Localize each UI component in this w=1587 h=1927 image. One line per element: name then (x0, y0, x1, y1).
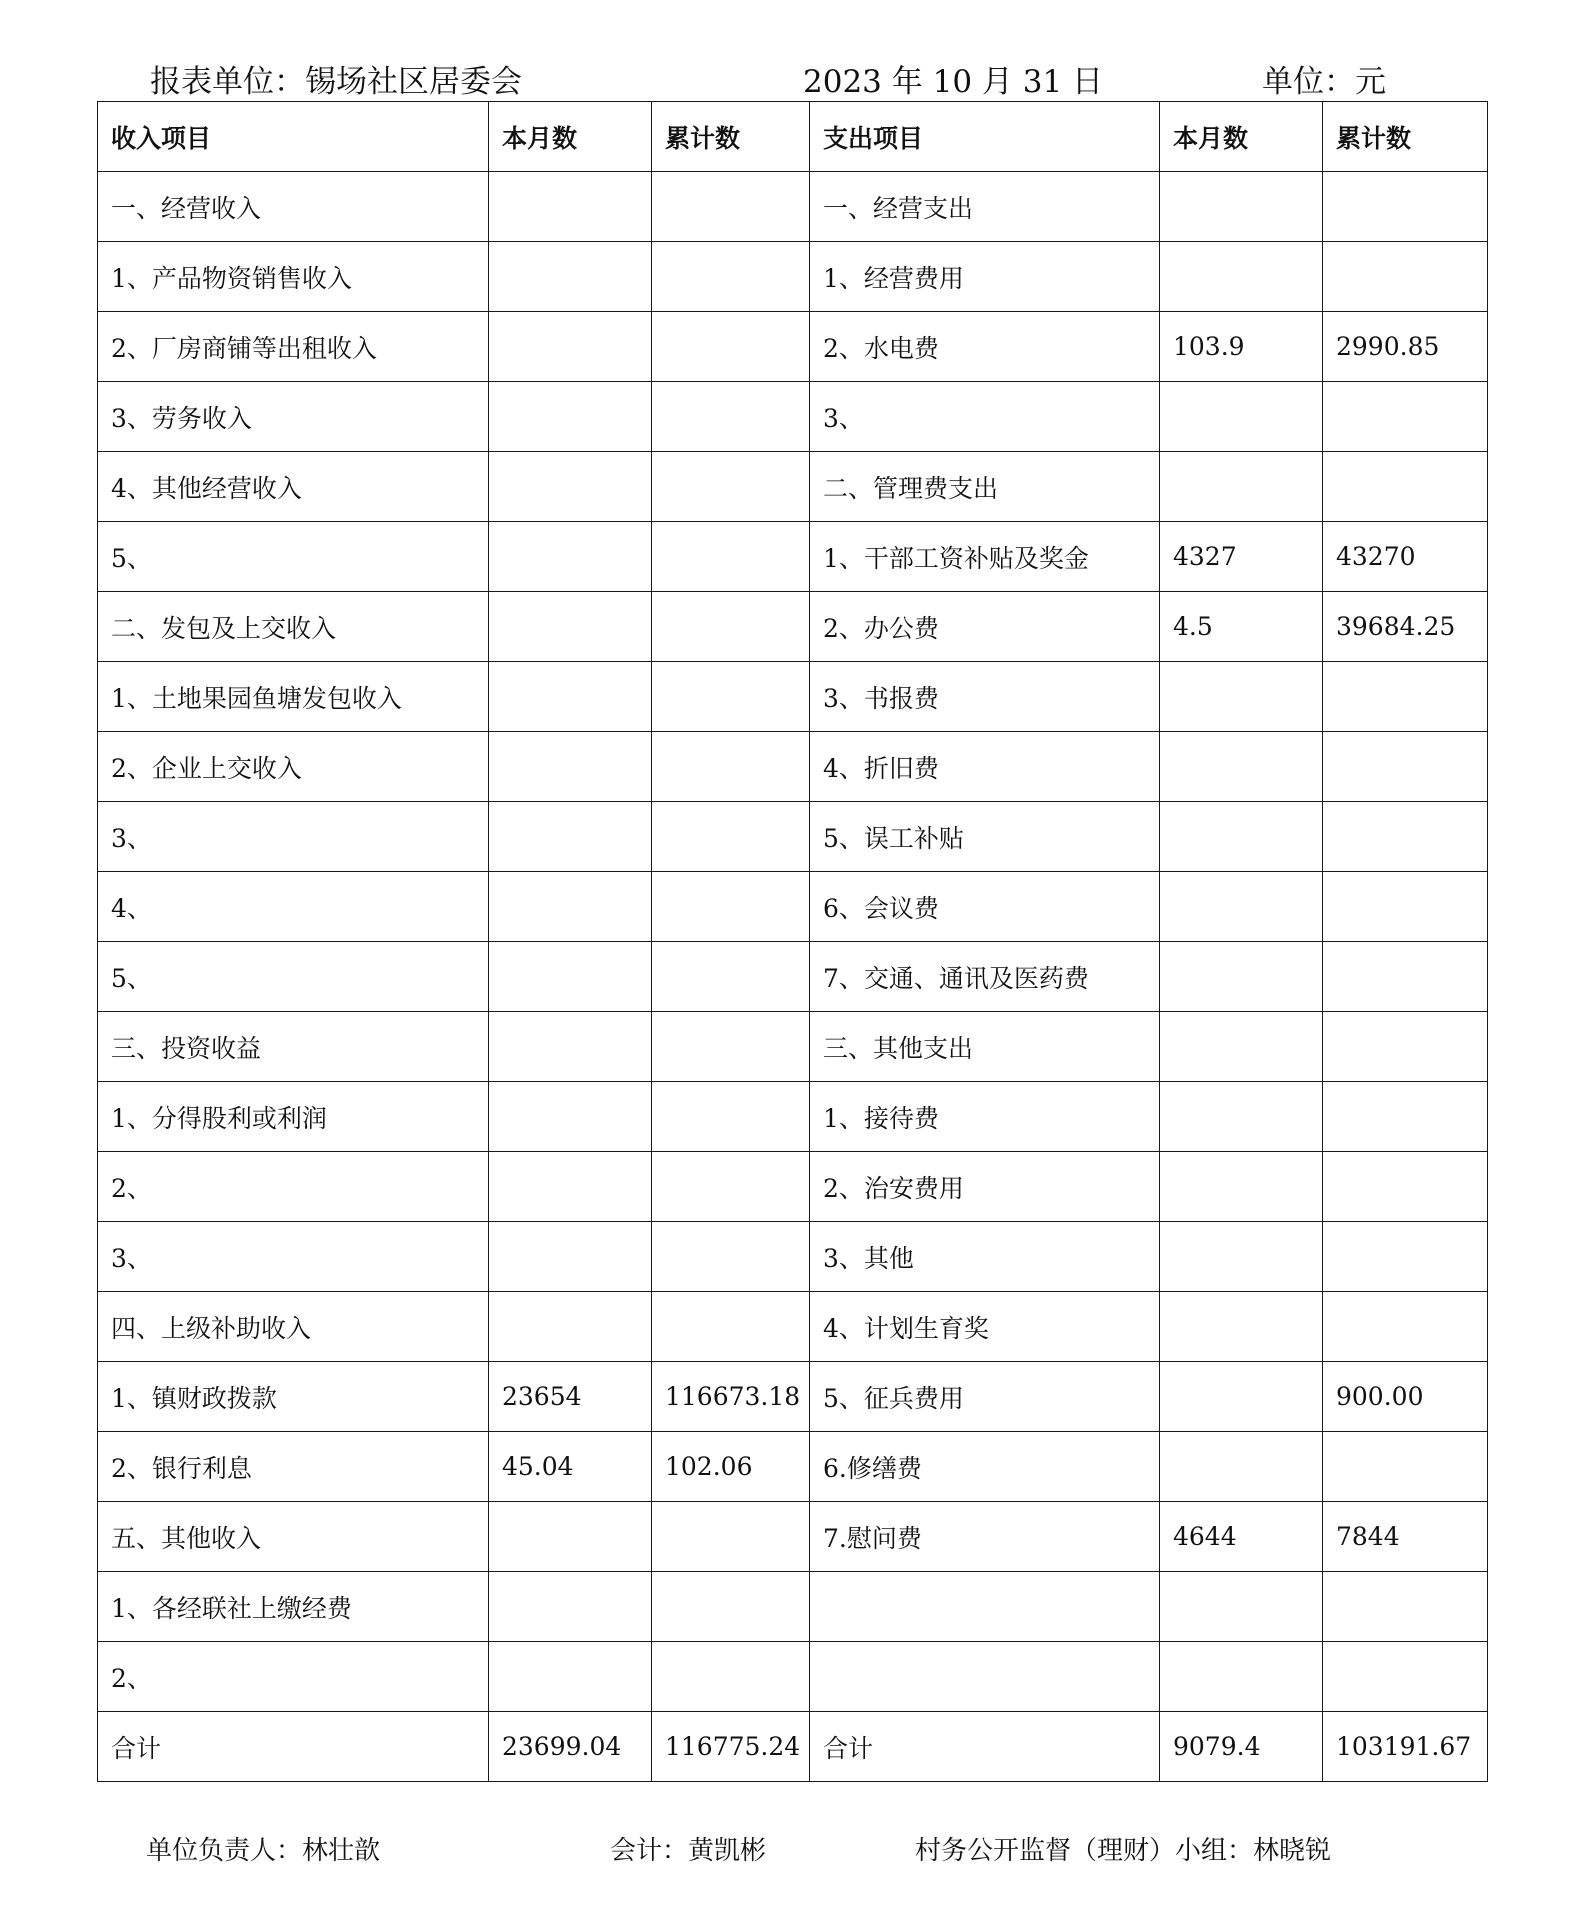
expense-item-cell: 2、水电费 (810, 312, 1160, 382)
expense-cumulative-cell (1323, 1432, 1488, 1502)
expense-month-cell (1160, 942, 1323, 1012)
expense-month-cell: 9079.4 (1160, 1712, 1323, 1782)
expense-month-cell (1160, 732, 1323, 802)
income-cumulative-cell (652, 242, 810, 312)
income-cumulative-cell (652, 732, 810, 802)
expense-item-cell: 二、管理费支出 (810, 452, 1160, 522)
expense-month-cell (1160, 662, 1323, 732)
income-month-cell (489, 1502, 652, 1572)
table-row (98, 382, 1488, 452)
income-month-cell (489, 1012, 652, 1082)
expense-item-cell: 一、经营支出 (810, 172, 1160, 242)
table-row (98, 1012, 1488, 1082)
table-row (98, 1152, 1488, 1222)
expense-month-cell (1160, 1292, 1323, 1362)
income-item-cell: 3、劳务收入 (98, 382, 489, 452)
income-item-cell: 一、经营收入 (98, 172, 489, 242)
expense-month-cell: 4.5 (1160, 592, 1323, 662)
table-body (98, 172, 1488, 1782)
expense-item-cell: 5、误工补贴 (810, 802, 1160, 872)
income-expense-table (97, 101, 1488, 1782)
expense-cumulative-cell: 39684.25 (1323, 592, 1488, 662)
income-cumulative-cell (652, 872, 810, 942)
income-month-cell (489, 1292, 652, 1362)
expense-item-cell: 2、办公费 (810, 592, 1160, 662)
income-item-cell: 2、 (98, 1642, 489, 1712)
expense-cumulative-cell (1323, 1222, 1488, 1292)
income-cumulative-cell (652, 1222, 810, 1292)
expense-month-cell: 4327 (1160, 522, 1323, 592)
expense-cumulative-cell (1323, 1082, 1488, 1152)
income-item-cell: 3、 (98, 802, 489, 872)
expense-item-cell: 6、会议费 (810, 872, 1160, 942)
expense-cumulative-cell (1323, 942, 1488, 1012)
expense-month-cell: 103.9 (1160, 312, 1323, 382)
expense-month-cell (1160, 1362, 1323, 1432)
income-cumulative-cell (652, 802, 810, 872)
income-item-cell: 1、各经联社上缴经费 (98, 1572, 489, 1642)
expense-month-cell (1160, 1432, 1323, 1502)
table-row (98, 872, 1488, 942)
income-month-cell (489, 1642, 652, 1712)
expense-item-cell (810, 1642, 1160, 1712)
expense-cumulative-cell (1323, 382, 1488, 452)
income-month-cell (489, 382, 652, 452)
income-cumulative-cell (652, 1572, 810, 1642)
income-month-cell (489, 872, 652, 942)
income-cumulative-cell (652, 522, 810, 592)
expense-month-cell (1160, 382, 1323, 452)
expense-cumulative-cell: 2990.85 (1323, 312, 1488, 382)
income-cumulative-cell (652, 1012, 810, 1082)
expense-month-cell (1160, 1642, 1323, 1712)
expense-cumulative-cell (1323, 452, 1488, 522)
income-month-cell (489, 1222, 652, 1292)
table-row (98, 662, 1488, 732)
income-item-cell: 3、 (98, 1222, 489, 1292)
income-cumulative-cell (652, 1502, 810, 1572)
unit-head: 单位负责人：林壮歆 (146, 1836, 381, 1866)
col-income-item: 收入项目 (98, 102, 489, 172)
expense-month-cell (1160, 802, 1323, 872)
expense-item-cell: 3、 (810, 382, 1160, 452)
expense-cumulative-cell: 103191.67 (1323, 1712, 1488, 1782)
income-cumulative-cell (652, 1082, 810, 1152)
expense-cumulative-cell (1323, 732, 1488, 802)
table-row (98, 1362, 1488, 1432)
expense-cumulative-cell: 900.00 (1323, 1362, 1488, 1432)
expense-cumulative-cell: 43270 (1323, 522, 1488, 592)
income-cumulative-cell (652, 1642, 810, 1712)
expense-month-cell (1160, 1222, 1323, 1292)
income-cumulative-cell: 102.06 (652, 1432, 810, 1502)
col-expense-month: 本月数 (1160, 102, 1323, 172)
income-month-cell (489, 452, 652, 522)
expense-item-cell: 4、计划生育奖 (810, 1292, 1160, 1362)
expense-cumulative-cell (1323, 1572, 1488, 1642)
table-row (98, 1082, 1488, 1152)
expense-month-cell (1160, 1012, 1323, 1082)
income-item-cell: 三、投资收益 (98, 1012, 489, 1082)
income-month-cell (489, 1082, 652, 1152)
income-month-cell (489, 522, 652, 592)
income-item-cell: 合计 (98, 1712, 489, 1782)
table-row (98, 1502, 1488, 1572)
income-item-cell: 1、土地果园鱼塘发包收入 (98, 662, 489, 732)
income-month-cell: 23654 (489, 1362, 652, 1432)
income-item-cell: 4、 (98, 872, 489, 942)
currency-unit: 单位：元 (1262, 64, 1386, 100)
income-month-cell: 45.04 (489, 1432, 652, 1502)
income-cumulative-cell (652, 942, 810, 1012)
expense-month-cell (1160, 242, 1323, 312)
income-cumulative-cell (652, 1152, 810, 1222)
expense-cumulative-cell (1323, 242, 1488, 312)
income-item-cell: 2、企业上交收入 (98, 732, 489, 802)
income-month-cell (489, 942, 652, 1012)
income-month-cell (489, 662, 652, 732)
income-cumulative-cell (652, 662, 810, 732)
income-month-cell (489, 732, 652, 802)
income-month-cell (489, 172, 652, 242)
income-item-cell: 4、其他经营收入 (98, 452, 489, 522)
accountant: 会计：黄凯彬 (610, 1836, 767, 1866)
expense-item-cell: 4、折旧费 (810, 732, 1160, 802)
income-month-cell: 23699.04 (489, 1712, 652, 1782)
income-month-cell (489, 312, 652, 382)
supervision-group: 村务公开监督（理财）小组：林晓锐 (915, 1836, 1332, 1866)
report-header (0, 56, 1587, 100)
col-expense-item: 支出项目 (810, 102, 1160, 172)
income-item-cell: 5、 (98, 522, 489, 592)
col-expense-cumulative: 累计数 (1323, 102, 1488, 172)
income-cumulative-cell: 116775.24 (652, 1712, 810, 1782)
col-income-month: 本月数 (489, 102, 652, 172)
expense-item-cell: 1、接待费 (810, 1082, 1160, 1152)
expense-item-cell: 7.慰问费 (810, 1502, 1160, 1572)
income-month-cell (489, 1152, 652, 1222)
table-row (98, 592, 1488, 662)
expense-item-cell: 1、经营费用 (810, 242, 1160, 312)
expense-item-cell (810, 1572, 1160, 1642)
expense-cumulative-cell (1323, 172, 1488, 242)
table-row (98, 1642, 1488, 1712)
reporting-unit: 报表单位：锡场社区居委会 (150, 64, 522, 100)
expense-item-cell: 2、治安费用 (810, 1152, 1160, 1222)
table-row (98, 942, 1488, 1012)
expense-item-cell: 3、书报费 (810, 662, 1160, 732)
income-item-cell: 二、发包及上交收入 (98, 592, 489, 662)
expense-cumulative-cell: 7844 (1323, 1502, 1488, 1572)
table-row (98, 172, 1488, 242)
report-date: 2023 年 10 月 31 日 (803, 64, 1104, 100)
expense-item-cell: 6.修缮费 (810, 1432, 1160, 1502)
expense-month-cell: 4644 (1160, 1502, 1323, 1572)
expense-item-cell: 3、其他 (810, 1222, 1160, 1292)
expense-cumulative-cell (1323, 802, 1488, 872)
table-row (98, 1222, 1488, 1292)
income-item-cell: 2、银行利息 (98, 1432, 489, 1502)
income-item-cell: 1、镇财政拨款 (98, 1362, 489, 1432)
expense-month-cell (1160, 1572, 1323, 1642)
table-row (98, 312, 1488, 382)
expense-cumulative-cell (1323, 872, 1488, 942)
expense-month-cell (1160, 452, 1323, 522)
expense-month-cell (1160, 872, 1323, 942)
table-row (98, 802, 1488, 872)
table-header-row (98, 102, 1488, 172)
expense-item-cell: 7、交通、通讯及医药费 (810, 942, 1160, 1012)
expense-cumulative-cell (1323, 1292, 1488, 1362)
income-cumulative-cell (652, 312, 810, 382)
table-row (98, 1432, 1488, 1502)
income-cumulative-cell (652, 382, 810, 452)
income-cumulative-cell (652, 592, 810, 662)
expense-cumulative-cell (1323, 662, 1488, 732)
income-item-cell: 五、其他收入 (98, 1502, 489, 1572)
expense-item-cell: 合计 (810, 1712, 1160, 1782)
income-month-cell (489, 1572, 652, 1642)
income-item-cell: 四、上级补助收入 (98, 1292, 489, 1362)
signature-footer (0, 1830, 1587, 1870)
table-row (98, 522, 1488, 592)
table-row (98, 452, 1488, 522)
income-cumulative-cell (652, 172, 810, 242)
income-item-cell: 2、 (98, 1152, 489, 1222)
income-item-cell: 5、 (98, 942, 489, 1012)
income-cumulative-cell: 116673.18 (652, 1362, 810, 1432)
income-item-cell: 1、产品物资销售收入 (98, 242, 489, 312)
income-cumulative-cell (652, 1292, 810, 1362)
table-row (98, 1292, 1488, 1362)
income-month-cell (489, 242, 652, 312)
income-item-cell: 2、厂房商铺等出租收入 (98, 312, 489, 382)
expense-month-cell (1160, 1152, 1323, 1222)
expense-cumulative-cell (1323, 1012, 1488, 1082)
expense-cumulative-cell (1323, 1642, 1488, 1712)
table-row (98, 242, 1488, 312)
expense-month-cell (1160, 1082, 1323, 1152)
table-row (98, 732, 1488, 802)
income-month-cell (489, 802, 652, 872)
col-income-cumulative: 累计数 (652, 102, 810, 172)
income-cumulative-cell (652, 452, 810, 522)
income-item-cell: 1、分得股利或利润 (98, 1082, 489, 1152)
expense-item-cell: 三、其他支出 (810, 1012, 1160, 1082)
table-row (98, 1712, 1488, 1782)
expense-item-cell: 5、征兵费用 (810, 1362, 1160, 1432)
expense-month-cell (1160, 172, 1323, 242)
income-month-cell (489, 592, 652, 662)
table-row (98, 1572, 1488, 1642)
expense-item-cell: 1、干部工资补贴及奖金 (810, 522, 1160, 592)
expense-cumulative-cell (1323, 1152, 1488, 1222)
